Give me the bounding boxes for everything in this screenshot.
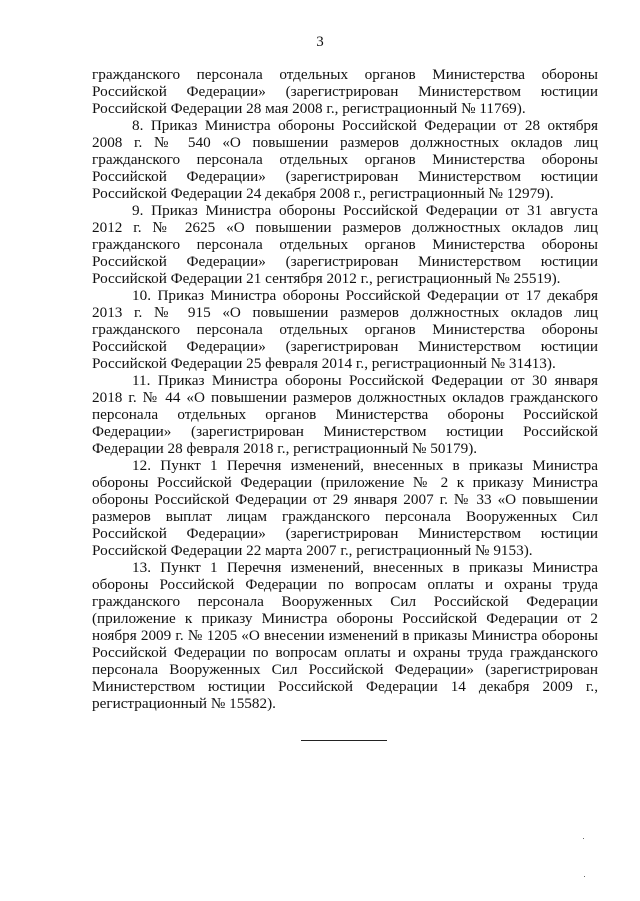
end-separator-line — [301, 740, 387, 741]
scan-speck — [584, 876, 585, 877]
list-item-13: 13. Пункт 1 Перечня изменений, внесенных в приказы Министра обороны Российской Федерации по вопросам оплаты и охраны труда гражданского персонала Вооруженных Сил Российской Федерации (приложение к приказу Министра обороны Российской Федерации от 2 ноября 2009 г. № 1205 «О внесении изменений в приказы Министра обороны Российской Федерации по вопросам оплаты и охраны труда гражданского персонала Вооруженных Сил Российской Федерации» (зарегистрирован Министерством юстиции Российской Федерации 14 декабря 2009 г., регистрационный № 15582). — [92, 559, 598, 712]
list-item-11: 11. Приказ Министра обороны Российской Федерации от 30 января 2018 г. № 44 «О повышении размеров должностных окладов гражданского персонала отдельных органов Министерства обороны Российской Федерации» (зарегистрирован Министерством юстиции Российской Федерации 28 февраля 2018 г., регистрационный № 50179). — [92, 372, 598, 457]
list-item-9: 9. Приказ Министра обороны Российской Федерации от 31 августа 2012 г. № 2625 «О повышении размеров должностных окладов лиц гражданского персонала отдельных органов Министерства обороны Российской Федерации» (зарегистрирован Министерством юстиции Российской Федерации 21 сентября 2012 г., регистрационный № 25519). — [92, 202, 598, 287]
scan-speck — [583, 838, 584, 839]
paragraph-continuation: гражданского персонала отдельных органов Министерства обороны Российской Федерации» (зарегистрирован Министерством юстиции Российской Федерации 28 мая 2008 г., регистрационный № 11769). — [92, 66, 598, 117]
list-item-12: 12. Пункт 1 Перечня изменений, внесенных в приказы Министра обороны Российской Федерации (приложение № 2 к приказу Министра обороны Российской Федерации от 29 января 2007 г. № 33 «О повышении размеров выплат лицам гражданского персонала Вооруженных Сил Российской Федерации» (зарегистрирован Министерством юстиции Российской Федерации 22 марта 2007 г., регистрационный № 9153). — [92, 457, 598, 559]
document-body — [92, 66, 598, 712]
list-item-8: 8. Приказ Министра обороны Российской Федерации от 28 октября 2008 г. № 540 «О повышении размеров должностных окладов лиц гражданского персонала отдельных органов Министерства обороны Российской Федерации» (зарегистрирован Министерством юстиции Российской Федерации 24 декабря 2008 г., регистрационный № 12979). — [92, 117, 598, 202]
list-item-10: 10. Приказ Министра обороны Российской Федерации от 17 декабря 2013 г. № 915 «О повышении размеров должностных окладов лиц гражданского персонала отдельных органов Министерства обороны Российской Федерации» (зарегистрирован Министерством юстиции Российской Федерации 25 февраля 2014 г., регистрационный № 31413). — [92, 287, 598, 372]
page-number: 3 — [316, 34, 324, 50]
